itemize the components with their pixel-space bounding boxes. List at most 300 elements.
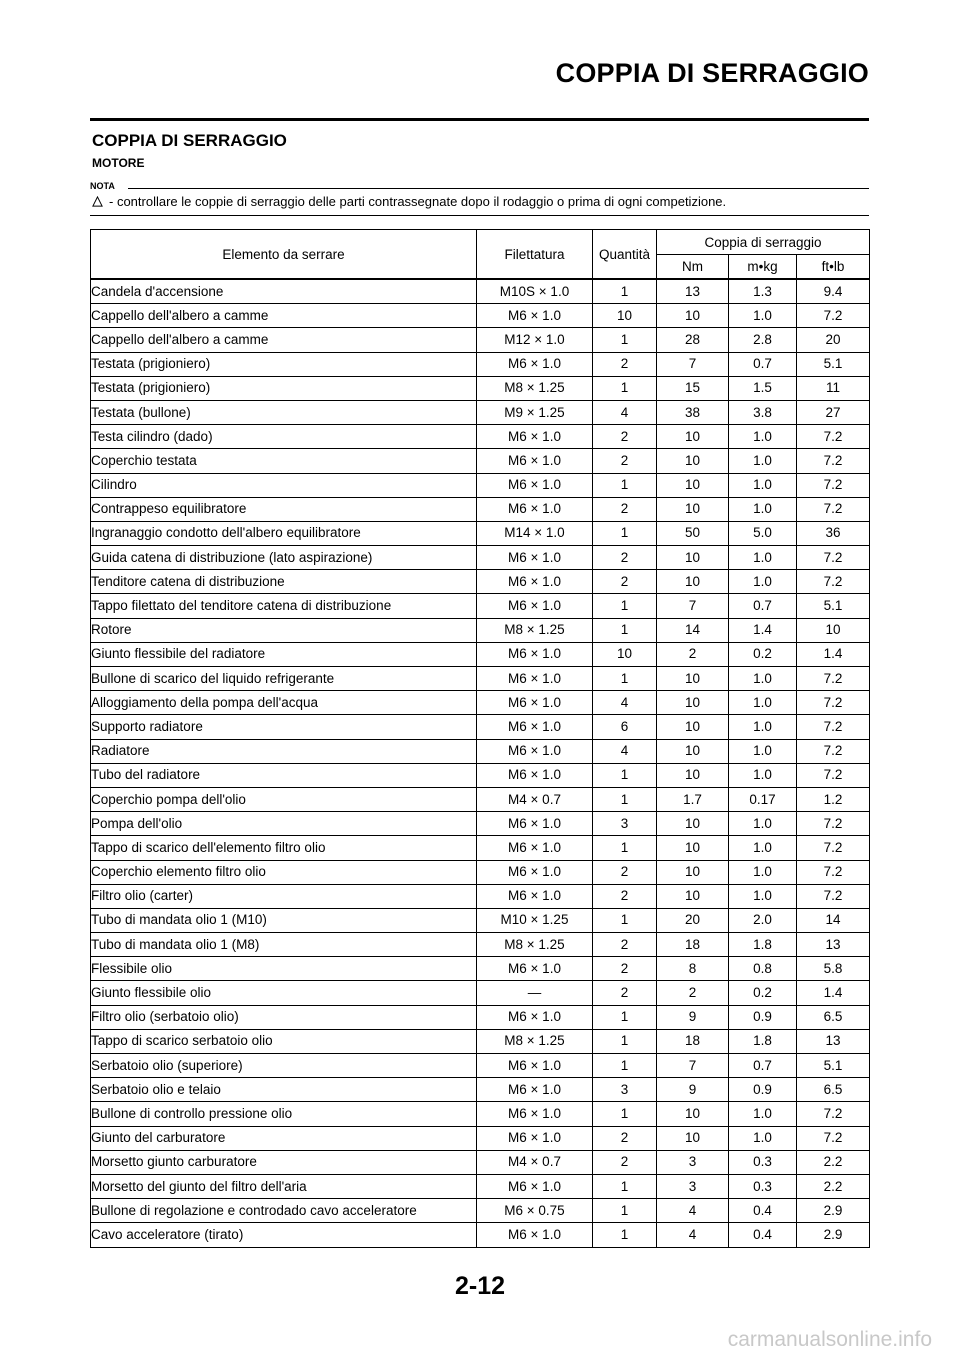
cell-thread: M6 × 1.0 xyxy=(477,642,593,666)
section-subtitle: MOTORE xyxy=(92,156,145,170)
cell-thread: M10S × 1.0 xyxy=(477,279,593,304)
cell-thread: — xyxy=(477,981,593,1005)
cell-mkg: 1.0 xyxy=(729,449,797,473)
cell-element xyxy=(91,1150,477,1174)
table-row xyxy=(91,497,870,521)
cell-thread: M6 × 1.0 xyxy=(477,425,593,449)
cell-nm: 14 xyxy=(657,618,729,642)
cell-nm: 4 xyxy=(657,1223,729,1247)
cell-qty: 1 xyxy=(593,1174,657,1198)
table-row xyxy=(91,618,870,642)
cell-ftlb: 7.2 xyxy=(797,546,870,570)
cell-ftlb: 6.5 xyxy=(797,1078,870,1102)
cell-thread: M6 × 1.0 xyxy=(477,1174,593,1198)
cell-ftlb: 7.2 xyxy=(797,1102,870,1126)
cell-thread: M6 × 1.0 xyxy=(477,473,593,497)
cell-qty: 2 xyxy=(593,1150,657,1174)
cell-nm: 9 xyxy=(657,1005,729,1029)
cell-nm: 13 xyxy=(657,279,729,304)
cell-nm: 15 xyxy=(657,376,729,400)
cell-qty: 1 xyxy=(593,279,657,304)
cell-mkg: 0.17 xyxy=(729,787,797,811)
table-row xyxy=(91,739,870,763)
cell-ftlb: 7.2 xyxy=(797,1126,870,1150)
cell-mkg: 0.7 xyxy=(729,594,797,618)
cell-element-text: Bullone di scarico del liquido refrigerante xyxy=(91,670,335,686)
cell-ftlb: 13 xyxy=(797,1029,870,1053)
cell-thread: M9 × 1.25 xyxy=(477,400,593,424)
cell-mkg: 1.0 xyxy=(729,763,797,787)
cell-qty: 2 xyxy=(593,425,657,449)
cell-qty: 1 xyxy=(593,1054,657,1078)
cell-qty: 2 xyxy=(593,981,657,1005)
cell-thread: M6 × 0.75 xyxy=(477,1199,593,1223)
cell-qty: 1 xyxy=(593,376,657,400)
cell-qty: 4 xyxy=(593,691,657,715)
cell-element xyxy=(91,787,477,811)
cell-element xyxy=(91,691,477,715)
cell-mkg: 1.0 xyxy=(729,884,797,908)
cell-element-text: Morsetto giunto carburatore xyxy=(91,1154,257,1170)
cell-nm: 10 xyxy=(657,304,729,328)
cell-element xyxy=(91,449,477,473)
cell-mkg: 1.0 xyxy=(729,304,797,328)
cell-element-text: Pompa dell'olio xyxy=(91,815,183,831)
cell-thread: M14 × 1.0 xyxy=(477,521,593,545)
cell-ftlb: 7.2 xyxy=(797,715,870,739)
cell-ftlb: 11 xyxy=(797,376,870,400)
cell-thread: M12 × 1.0 xyxy=(477,328,593,352)
cell-thread: M8 × 1.25 xyxy=(477,618,593,642)
page-number: 2-12 xyxy=(454,1272,506,1300)
cell-mkg: 1.3 xyxy=(729,279,797,304)
cell-element-text: Coperchio testata xyxy=(91,452,197,468)
cell-ftlb: 14 xyxy=(797,908,870,932)
table-row xyxy=(91,376,870,400)
cell-mkg: 1.0 xyxy=(729,715,797,739)
cell-qty: 4 xyxy=(593,400,657,424)
cell-element xyxy=(91,933,477,957)
cell-qty: 2 xyxy=(593,352,657,376)
cell-nm: 10 xyxy=(657,497,729,521)
cell-nm: 1.7 xyxy=(657,787,729,811)
cell-element xyxy=(91,376,477,400)
table-row xyxy=(91,642,870,666)
cell-element-text: Serbatoio olio (superiore) xyxy=(91,1057,243,1073)
cell-element xyxy=(91,473,477,497)
cell-element-text: Testa cilindro (dado) xyxy=(91,428,213,444)
cell-thread: M6 × 1.0 xyxy=(477,691,593,715)
cell-nm: 2 xyxy=(657,981,729,1005)
table-row xyxy=(91,1005,870,1029)
cell-qty: 10 xyxy=(593,304,657,328)
cell-nm: 10 xyxy=(657,715,729,739)
cell-element xyxy=(91,328,477,352)
cell-ftlb: 5.1 xyxy=(797,1054,870,1078)
table-row xyxy=(91,304,870,328)
table-row xyxy=(91,836,870,860)
cell-mkg: 5.0 xyxy=(729,521,797,545)
cell-element xyxy=(91,400,477,424)
cell-ftlb: 7.2 xyxy=(797,739,870,763)
header-nm: Nm xyxy=(657,255,729,280)
cell-element-text: Tubo del radiatore xyxy=(91,767,201,783)
cell-qty: 2 xyxy=(593,884,657,908)
cell-mkg: 1.0 xyxy=(729,836,797,860)
cell-mkg: 1.8 xyxy=(729,933,797,957)
cell-qty: 2 xyxy=(593,497,657,521)
table-row xyxy=(91,933,870,957)
table-row xyxy=(91,521,870,545)
cell-element xyxy=(91,570,477,594)
cell-mkg: 1.0 xyxy=(729,570,797,594)
cell-element xyxy=(91,425,477,449)
table-row xyxy=(91,884,870,908)
cell-mkg: 1.0 xyxy=(729,425,797,449)
cell-nm: 10 xyxy=(657,1102,729,1126)
cell-ftlb: 5.8 xyxy=(797,957,870,981)
cell-element xyxy=(91,1199,477,1223)
cell-qty: 1 xyxy=(593,1223,657,1247)
cell-qty: 2 xyxy=(593,570,657,594)
table-row xyxy=(91,787,870,811)
cell-ftlb: 7.2 xyxy=(797,449,870,473)
cell-element xyxy=(91,1005,477,1029)
cell-element-text: Giunto del carburatore xyxy=(91,1130,226,1146)
cell-qty: 6 xyxy=(593,715,657,739)
cell-mkg: 1.0 xyxy=(729,546,797,570)
cell-mkg: 3.8 xyxy=(729,400,797,424)
cell-element xyxy=(91,1174,477,1198)
cell-element xyxy=(91,836,477,860)
cell-element-text: Coperchio pompa dell'olio xyxy=(91,791,246,807)
cell-qty: 4 xyxy=(593,739,657,763)
cell-element-text: Rotore xyxy=(91,622,132,638)
cell-ftlb: 5.1 xyxy=(797,594,870,618)
cell-element-text: Supporto radiatore xyxy=(91,718,203,734)
cell-element xyxy=(91,957,477,981)
note-bottom-rule xyxy=(90,215,869,216)
cell-thread: M6 × 1.0 xyxy=(477,594,593,618)
table-row xyxy=(91,908,870,932)
cell-mkg: 0.3 xyxy=(729,1174,797,1198)
cell-mkg: 1.0 xyxy=(729,667,797,691)
cell-thread: M6 × 1.0 xyxy=(477,1078,593,1102)
cell-thread: M6 × 1.0 xyxy=(477,1005,593,1029)
cell-element xyxy=(91,279,477,304)
cell-nm: 3 xyxy=(657,1174,729,1198)
header-ftlb: ft•lb xyxy=(797,255,870,280)
cell-nm: 10 xyxy=(657,546,729,570)
table-row xyxy=(91,812,870,836)
cell-thread: M6 × 1.0 xyxy=(477,667,593,691)
cell-qty: 3 xyxy=(593,1078,657,1102)
cell-thread: M6 × 1.0 xyxy=(477,1223,593,1247)
cell-thread: M6 × 1.0 xyxy=(477,812,593,836)
cell-element-text: Cappello dell'albero a camme xyxy=(91,307,269,323)
cell-nm: 50 xyxy=(657,521,729,545)
cell-element xyxy=(91,981,477,1005)
cell-element xyxy=(91,860,477,884)
cell-qty: 10 xyxy=(593,642,657,666)
table-row xyxy=(91,1199,870,1223)
cell-ftlb: 2.9 xyxy=(797,1199,870,1223)
cell-element-text: Tappo filettato del tenditore catena di distribuzione xyxy=(91,598,392,614)
cell-element xyxy=(91,546,477,570)
cell-thread: M6 × 1.0 xyxy=(477,352,593,376)
cell-thread: M6 × 1.0 xyxy=(477,497,593,521)
header-element: Elemento da serrare xyxy=(91,230,477,280)
cell-nm: 7 xyxy=(657,594,729,618)
table-row xyxy=(91,546,870,570)
table-row xyxy=(91,1174,870,1198)
warning-triangle-icon xyxy=(92,196,103,207)
cell-element-text: Bullone di controllo pressione olio xyxy=(91,1105,293,1121)
cell-ftlb: 7.2 xyxy=(797,473,870,497)
section-title: COPPIA DI SERRAGGIO xyxy=(92,131,287,150)
cell-qty: 1 xyxy=(593,473,657,497)
cell-element-text: Cavo acceleratore (tirato) xyxy=(91,1226,244,1242)
cell-mkg: 1.0 xyxy=(729,691,797,715)
cell-element-text: Bullone di regolazione e controdado cavo acceleratore xyxy=(91,1202,417,1218)
cell-element-text: Morsetto del giunto del filtro dell'aria xyxy=(91,1178,307,1194)
cell-element xyxy=(91,812,477,836)
table-row xyxy=(91,328,870,352)
table-row xyxy=(91,473,870,497)
cell-qty: 1 xyxy=(593,667,657,691)
table-row xyxy=(91,400,870,424)
cell-thread: M10 × 1.25 xyxy=(477,908,593,932)
cell-ftlb: 7.2 xyxy=(797,884,870,908)
table-row xyxy=(91,1223,870,1247)
cell-thread: M8 × 1.25 xyxy=(477,933,593,957)
cell-nm: 7 xyxy=(657,352,729,376)
cell-thread: M6 × 1.0 xyxy=(477,860,593,884)
cell-qty: 2 xyxy=(593,860,657,884)
cell-thread: M6 × 1.0 xyxy=(477,546,593,570)
cell-mkg: 1.0 xyxy=(729,1126,797,1150)
cell-element-text: Giunto flessibile del radiatore xyxy=(91,646,266,662)
cell-element xyxy=(91,521,477,545)
table-row xyxy=(91,594,870,618)
cell-element xyxy=(91,739,477,763)
cell-mkg: 0.9 xyxy=(729,1078,797,1102)
cell-mkg: 1.0 xyxy=(729,739,797,763)
cell-nm: 28 xyxy=(657,328,729,352)
table-row xyxy=(91,279,870,304)
note-label: NOTA xyxy=(90,181,115,191)
cell-element xyxy=(91,1029,477,1053)
cell-ftlb: 6.5 xyxy=(797,1005,870,1029)
cell-qty: 1 xyxy=(593,1199,657,1223)
cell-ftlb: 7.2 xyxy=(797,763,870,787)
cell-ftlb: 2.9 xyxy=(797,1223,870,1247)
cell-nm: 10 xyxy=(657,812,729,836)
cell-element xyxy=(91,763,477,787)
cell-nm: 10 xyxy=(657,739,729,763)
table-row xyxy=(91,1150,870,1174)
cell-mkg: 1.0 xyxy=(729,497,797,521)
cell-ftlb: 9.4 xyxy=(797,279,870,304)
cell-nm: 18 xyxy=(657,933,729,957)
header-mkg: m•kg xyxy=(729,255,797,280)
cell-qty: 1 xyxy=(593,763,657,787)
cell-nm: 7 xyxy=(657,1054,729,1078)
cell-nm: 10 xyxy=(657,884,729,908)
cell-element-text: Radiatore xyxy=(91,743,150,759)
cell-element xyxy=(91,304,477,328)
cell-mkg: 0.9 xyxy=(729,1005,797,1029)
page-header-title: COPPIA DI SERRAGGIO xyxy=(555,58,869,88)
table-row xyxy=(91,1078,870,1102)
cell-ftlb: 7.2 xyxy=(797,497,870,521)
cell-element-text: Cilindro xyxy=(91,477,137,493)
cell-nm: 10 xyxy=(657,763,729,787)
table-row xyxy=(91,860,870,884)
cell-nm: 3 xyxy=(657,1150,729,1174)
cell-element-text: Coperchio elemento filtro olio xyxy=(91,864,266,880)
cell-qty: 2 xyxy=(593,546,657,570)
cell-element xyxy=(91,908,477,932)
cell-ftlb: 7.2 xyxy=(797,667,870,691)
cell-nm: 10 xyxy=(657,1126,729,1150)
cell-ftlb: 2.2 xyxy=(797,1150,870,1174)
table-row xyxy=(91,570,870,594)
cell-qty: 1 xyxy=(593,1102,657,1126)
cell-mkg: 2.0 xyxy=(729,908,797,932)
cell-element-text: Contrappeso equilibratore xyxy=(91,501,247,517)
cell-mkg: 1.0 xyxy=(729,812,797,836)
cell-qty: 2 xyxy=(593,957,657,981)
cell-element-text: Tenditore catena di distribuzione xyxy=(91,573,285,589)
cell-ftlb: 1.4 xyxy=(797,642,870,666)
cell-qty: 1 xyxy=(593,521,657,545)
cell-nm: 9 xyxy=(657,1078,729,1102)
cell-ftlb: 7.2 xyxy=(797,860,870,884)
cell-element-text: Tappo di scarico dell'elemento filtro olio xyxy=(91,839,326,855)
cell-ftlb: 7.2 xyxy=(797,836,870,860)
cell-thread: M8 × 1.25 xyxy=(477,376,593,400)
cell-thread: M6 × 1.0 xyxy=(477,884,593,908)
table-row xyxy=(91,1102,870,1126)
cell-thread: M6 × 1.0 xyxy=(477,836,593,860)
cell-element-text: Ingranaggio condotto dell'albero equilibratore xyxy=(91,525,361,541)
cell-nm: 10 xyxy=(657,667,729,691)
cell-nm: 10 xyxy=(657,860,729,884)
table-row xyxy=(91,1054,870,1078)
cell-mkg: 1.8 xyxy=(729,1029,797,1053)
cell-element xyxy=(91,1054,477,1078)
cell-ftlb: 7.2 xyxy=(797,570,870,594)
cell-nm: 4 xyxy=(657,1199,729,1223)
note-rule xyxy=(128,188,869,189)
table-row xyxy=(91,449,870,473)
cell-mkg: 0.4 xyxy=(729,1223,797,1247)
cell-nm: 10 xyxy=(657,691,729,715)
cell-mkg: 1.5 xyxy=(729,376,797,400)
cell-ftlb: 7.2 xyxy=(797,691,870,715)
cell-thread: M6 × 1.0 xyxy=(477,304,593,328)
cell-thread: M6 × 1.0 xyxy=(477,449,593,473)
cell-qty: 1 xyxy=(593,836,657,860)
cell-element-text: Testata (bullone) xyxy=(91,404,191,420)
cell-thread: M8 × 1.25 xyxy=(477,1029,593,1053)
cell-element-text: Giunto flessibile olio xyxy=(91,985,212,1001)
cell-element-text: Serbatoio olio e telaio xyxy=(91,1081,221,1097)
cell-element-text: Cappello dell'albero a camme xyxy=(91,331,269,347)
cell-thread: M6 × 1.0 xyxy=(477,1054,593,1078)
cell-qty: 1 xyxy=(593,618,657,642)
header-qty: Quantità xyxy=(593,230,657,280)
cell-qty: 2 xyxy=(593,933,657,957)
cell-mkg: 1.0 xyxy=(729,473,797,497)
cell-ftlb: 10 xyxy=(797,618,870,642)
cell-element xyxy=(91,884,477,908)
table-row xyxy=(91,1029,870,1053)
cell-mkg: 1.0 xyxy=(729,1102,797,1126)
cell-element xyxy=(91,618,477,642)
cell-thread: M4 × 0.7 xyxy=(477,787,593,811)
cell-ftlb: 1.4 xyxy=(797,981,870,1005)
cell-ftlb: 36 xyxy=(797,521,870,545)
cell-thread: M4 × 0.7 xyxy=(477,1150,593,1174)
cell-element xyxy=(91,594,477,618)
cell-mkg: 1.4 xyxy=(729,618,797,642)
table-row xyxy=(91,691,870,715)
cell-nm: 20 xyxy=(657,908,729,932)
cell-ftlb: 13 xyxy=(797,933,870,957)
cell-qty: 1 xyxy=(593,1029,657,1053)
cell-element xyxy=(91,642,477,666)
table-row xyxy=(91,981,870,1005)
cell-qty: 2 xyxy=(593,449,657,473)
cell-mkg: 0.3 xyxy=(729,1150,797,1174)
cell-ftlb: 2.2 xyxy=(797,1174,870,1198)
cell-ftlb: 5.1 xyxy=(797,352,870,376)
cell-ftlb: 27 xyxy=(797,400,870,424)
header-rule xyxy=(90,118,869,121)
cell-ftlb: 7.2 xyxy=(797,304,870,328)
cell-nm: 8 xyxy=(657,957,729,981)
cell-element xyxy=(91,352,477,376)
cell-qty: 1 xyxy=(593,1005,657,1029)
cell-thread: M6 × 1.0 xyxy=(477,570,593,594)
cell-nm: 38 xyxy=(657,400,729,424)
cell-element-text: Candela d'accensione xyxy=(91,283,224,299)
cell-ftlb: 7.2 xyxy=(797,425,870,449)
torque-table-body xyxy=(91,279,870,1247)
cell-qty: 1 xyxy=(593,594,657,618)
header-thread: Filettatura xyxy=(477,230,593,280)
torque-table xyxy=(90,229,870,1248)
cell-nm: 18 xyxy=(657,1029,729,1053)
cell-element-text: Filtro olio (carter) xyxy=(91,888,194,904)
table-row xyxy=(91,715,870,739)
cell-element xyxy=(91,715,477,739)
cell-mkg: 0.7 xyxy=(729,352,797,376)
cell-element-text: Testata (prigioniero) xyxy=(91,380,211,396)
cell-nm: 10 xyxy=(657,836,729,860)
cell-mkg: 0.2 xyxy=(729,642,797,666)
cell-thread: M6 × 1.0 xyxy=(477,715,593,739)
cell-element-text: Tubo di mandata olio 1 (M10) xyxy=(91,912,267,928)
cell-element-text: Flessibile olio xyxy=(91,960,173,976)
cell-element-text: Filtro olio (serbatoio olio) xyxy=(91,1009,239,1025)
watermark: carmanualsonline.info xyxy=(727,1328,932,1351)
cell-qty: 2 xyxy=(593,1126,657,1150)
cell-element xyxy=(91,1102,477,1126)
cell-element xyxy=(91,497,477,521)
